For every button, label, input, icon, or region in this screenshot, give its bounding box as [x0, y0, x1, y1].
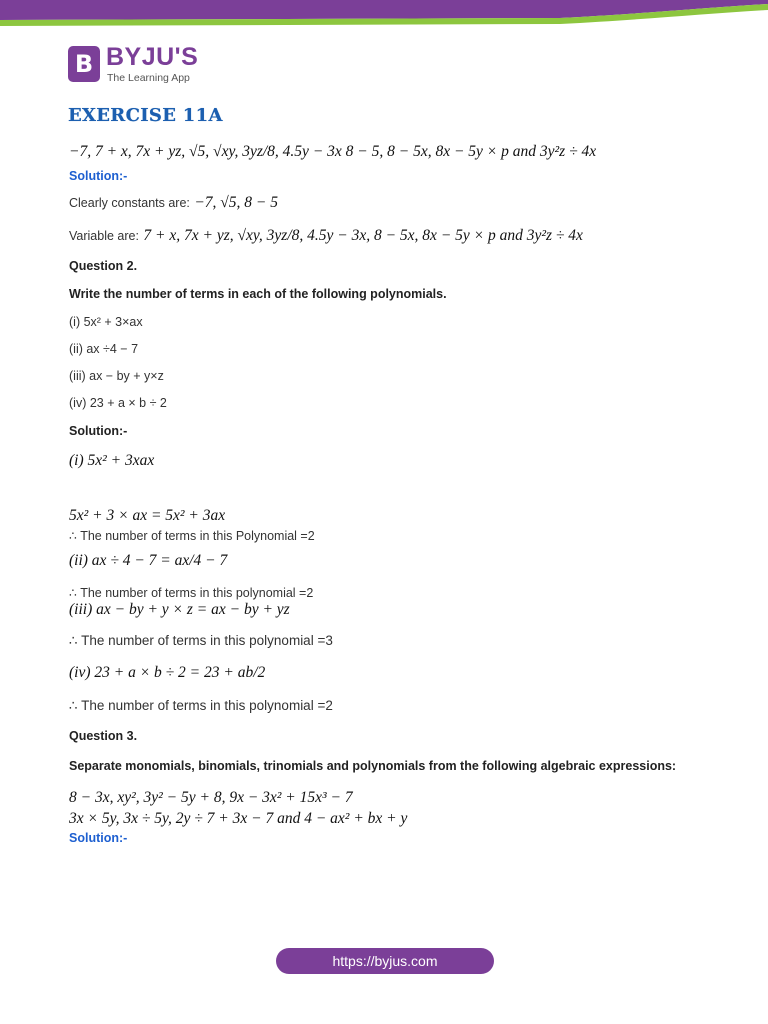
logo-wordmark: BYJU'S [106, 43, 199, 71]
constants-label: Clearly constants are: [69, 196, 190, 210]
variables-math: 7 + x, 7x + yz, √xy, 3yz/8, 4.5y − 3x, 8 − 5x, 8x − 5y × p and 3y²z ÷ 4x [143, 227, 583, 244]
q2-s3-result: ∴ The number of terms in this polynomial =3 [69, 633, 333, 648]
q3-line1: 8 − 3x, xy², 3y² − 5y + 8, 9x − 3x² + 15x³ − 7 [69, 789, 353, 806]
constants-math: −7, √5, 8 − 5 [194, 194, 279, 211]
q1-solution-label: Solution:- [69, 169, 128, 183]
q2-item: (iv) 23 + a × b ÷ 2 [69, 396, 167, 410]
q2-s2-head: (ii) ax ÷ 4 − 7 = ax/4 − 7 [69, 552, 228, 569]
q2-s1-eq: 5x² + 3 × ax = 5x² + 3ax [69, 507, 226, 524]
q2-s4-result: ∴ The number of terms in this polynomial =2 [69, 698, 333, 713]
q1-constants [69, 194, 278, 212]
variables-label: Variable are: [69, 229, 139, 243]
q2-s2-result: ∴ The number of terms in this polynomial =2 [69, 586, 314, 600]
logo-tagline: The Learning App [107, 72, 190, 84]
q2-s1-result: ∴ The number of terms in this Polynomial =2 [69, 529, 315, 543]
q3-line2: 3x × 5y, 3x ÷ 5y, 2y ÷ 7 + 3x − 7 and 4 − ax² + bx + y [69, 810, 408, 827]
footer-url-link[interactable]: https://byjus.com [276, 948, 494, 974]
q2-s3-head: (iii) ax − by + y × z = ax − by + yz [69, 601, 290, 618]
q2-s4-head: (iv) 23 + a × b ÷ 2 = 23 + ab/2 [69, 664, 266, 681]
top-banner [0, 0, 768, 26]
q2-prompt: Write the number of terms in each of the following polynomials. [69, 287, 447, 301]
logo-mark: B [68, 46, 100, 82]
q1-expression: −7, 7 + x, 7x + yz, √5, √xy, 3yz/8, 4.5y − 3x 8 − 5, 8 − 5x, 8x − 5y × p and 3y²z ÷ 4x [69, 143, 597, 160]
q2-s1-head: (i) 5x² + 3xax [69, 452, 155, 469]
q3-prompt: Separate monomials, binomials, trinomials and polynomials from the following algebraic expressions: [69, 759, 677, 773]
q3-solution-label: Solution:- [69, 831, 128, 845]
q1-variables [69, 227, 583, 245]
q2-item: (ii) ax ÷4 − 7 [69, 342, 139, 356]
q3-title: Question 3. [69, 729, 138, 743]
q2-item: (i) 5x² + 3×ax [69, 315, 143, 329]
q2-item: (iii) ax − by + y×z [69, 369, 164, 383]
exercise-title: EXERCISE 11A [68, 105, 223, 126]
q2-title: Question 2. [69, 259, 138, 273]
q2-solution-label: Solution:- [69, 424, 128, 438]
